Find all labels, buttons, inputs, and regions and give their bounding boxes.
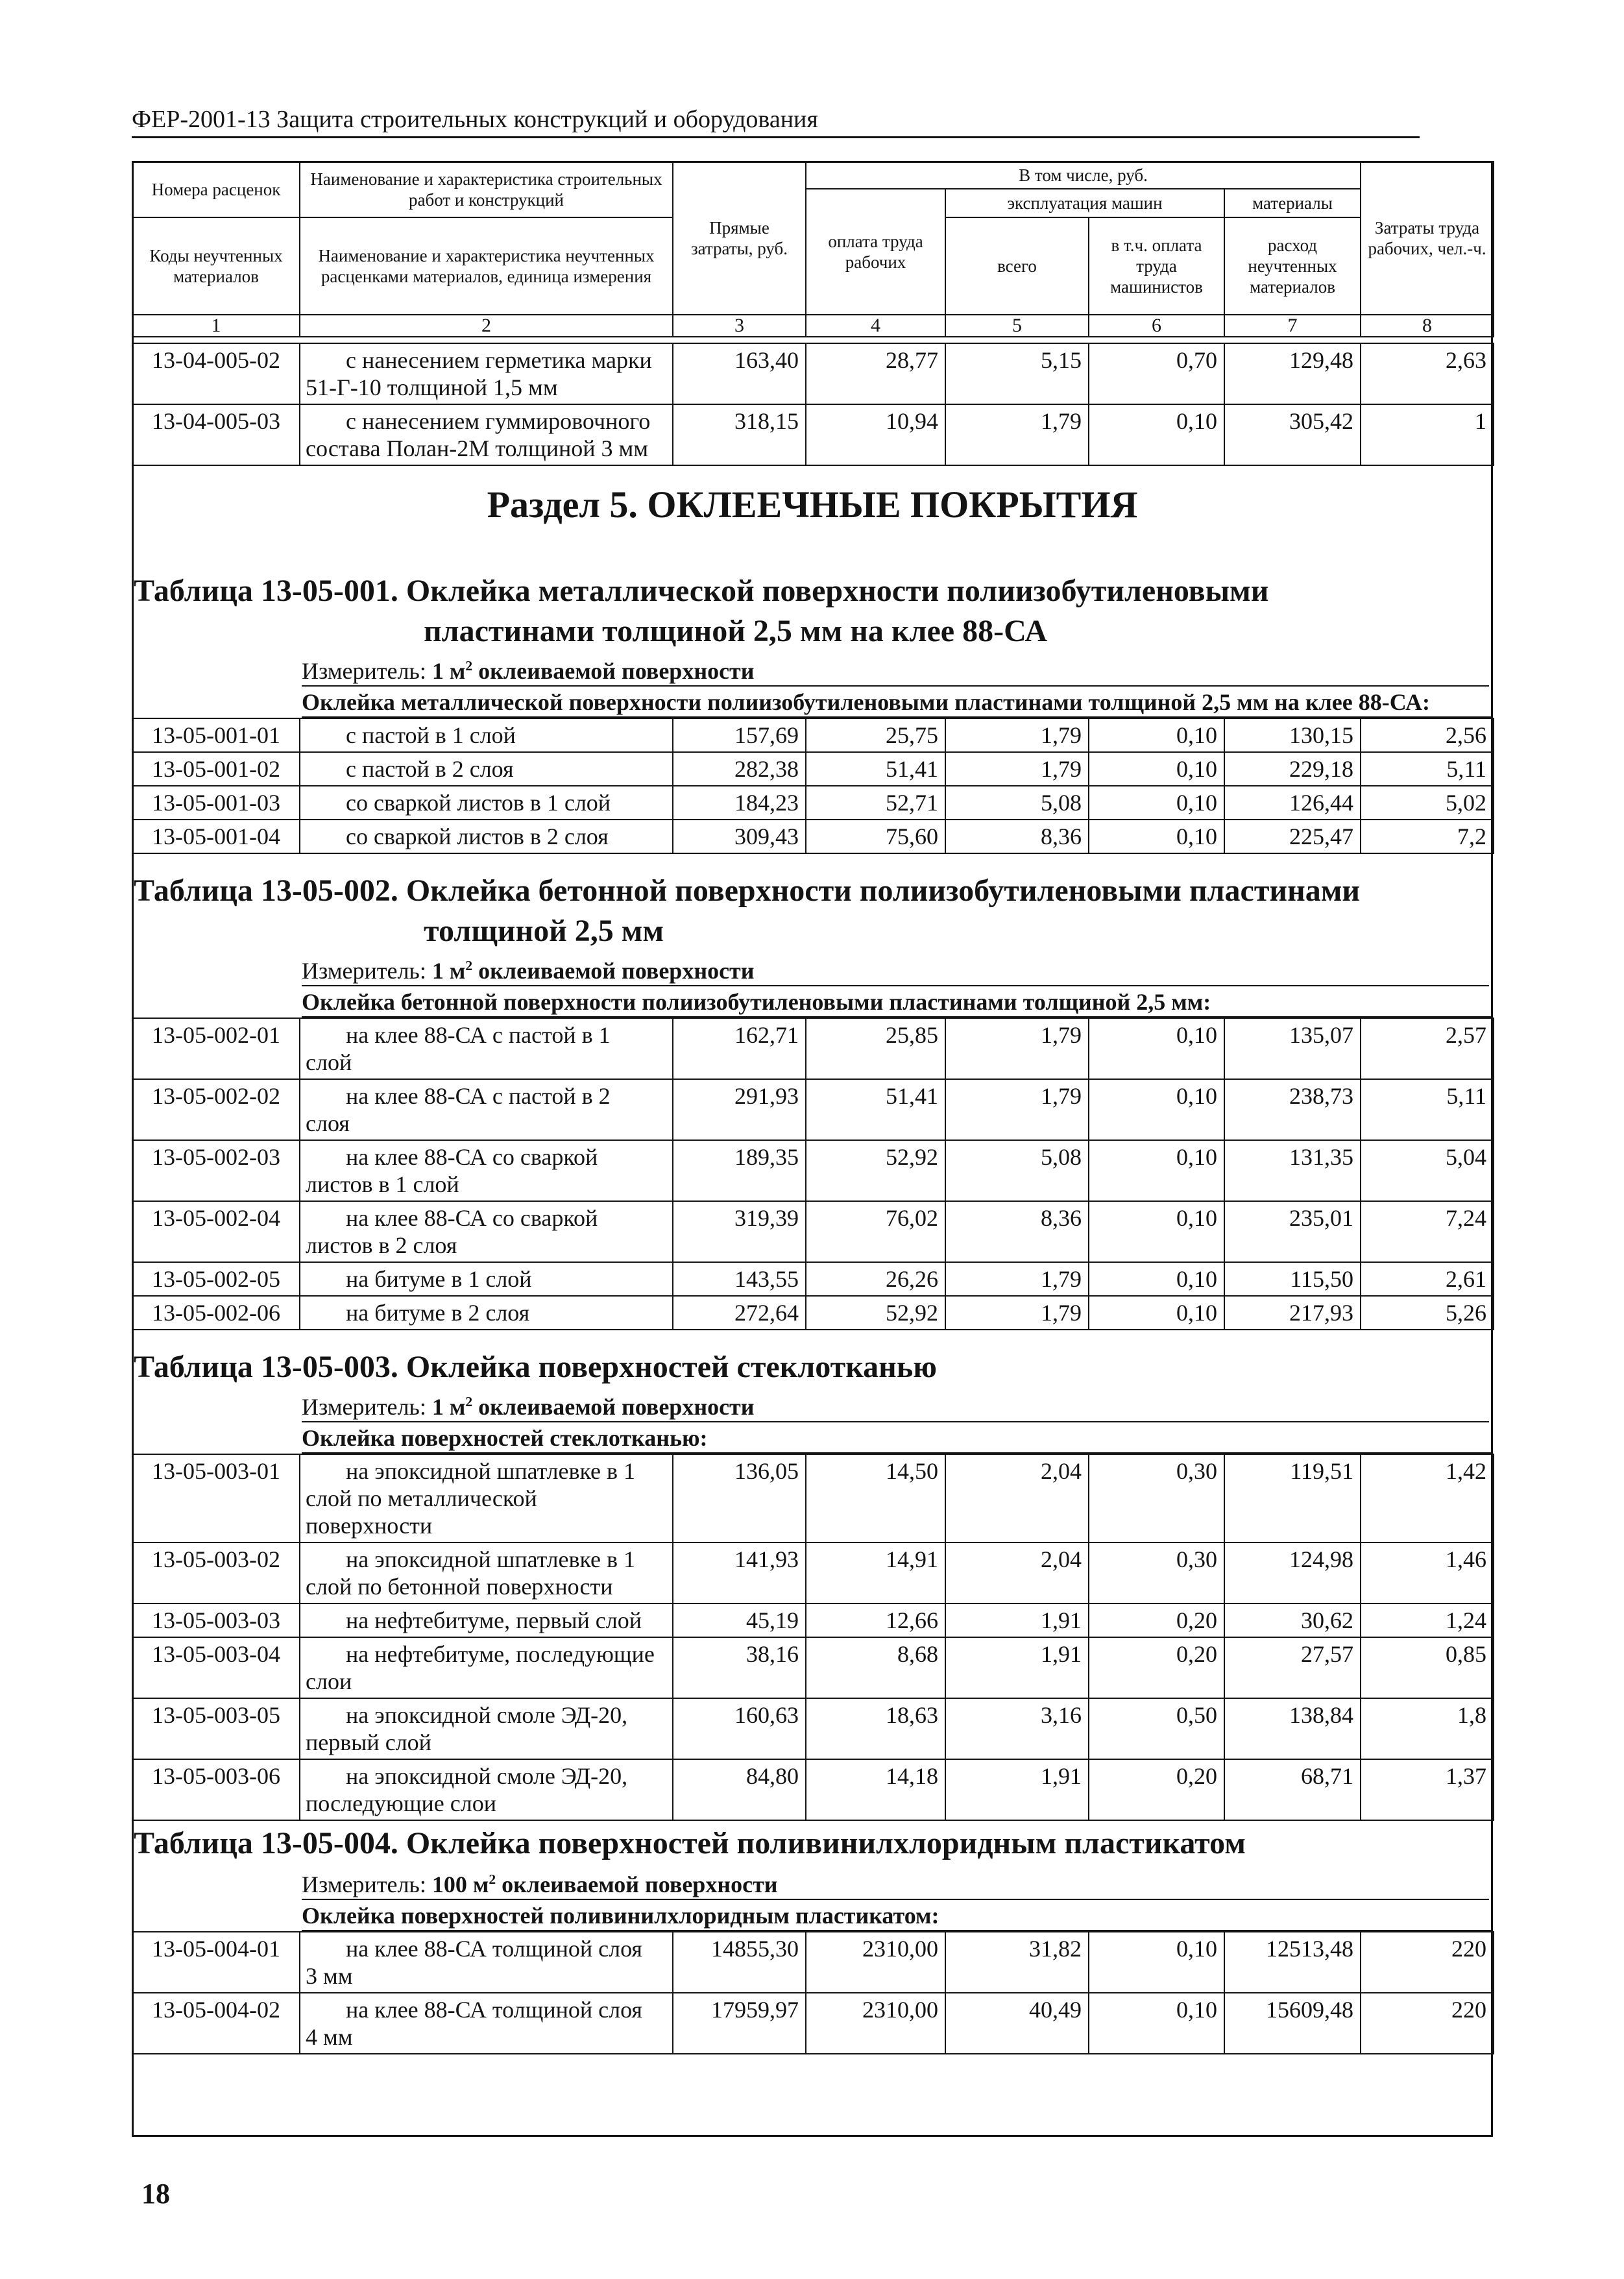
machines-total: 1,91 [945,1637,1089,1698]
materials: 68,71 [1224,1759,1361,1820]
worker-pay: 2310,00 [806,1993,945,2054]
machines-total: 1,79 [945,1079,1089,1140]
rate-name: на нефтебитуме, последующие слои [300,1637,673,1698]
rate-code: 13-05-003-01 [132,1454,300,1542]
machines-total: 31,82 [945,1932,1089,1993]
materials: 15609,48 [1224,1993,1361,2054]
rate-code: 13-05-001-04 [132,820,300,853]
rate-code: 13-05-004-01 [132,1932,300,1993]
rate-name: на нефтебитуме, первый слой [300,1603,673,1637]
column-number: 3 [673,315,806,337]
rate-code: 13-05-003-05 [132,1698,300,1759]
header-group-materials: материалы [1224,189,1361,217]
direct-cost: 160,63 [673,1698,806,1759]
labor-hours: 1,8 [1361,1698,1494,1759]
rate-name: на клее 88-СА с пастой в 2 слоя [300,1079,673,1140]
rate-name: с пастой в 1 слой [300,718,673,752]
labor-hours: 5,11 [1361,752,1494,786]
machines-total: 1,79 [945,752,1089,786]
rate-name: на эпоксидной смоле ЭД-20, первый слой [300,1698,673,1759]
measurement-unit: Измеритель: 1 $м^2$ оклеиваемой поверхности [302,957,1489,986]
table-row [132,1603,1494,1637]
machines-total: 5,15 [945,343,1089,404]
measurement-unit: Измеритель: 100 $м^2$ оклеиваемой поверхности [302,1870,1489,1900]
operator-pay: 0,10 [1089,1079,1224,1140]
table-row [132,820,1494,853]
running-header: ФЕР-2001-13 Защита строительных конструкций и оборудования [132,104,1420,138]
labor-hours: 1,24 [1361,1603,1494,1637]
measurement-unit: Измеритель: 1 $м^2$ оклеиваемой поверхности [302,657,1489,687]
materials: 130,15 [1224,718,1361,752]
rate-code: 13-05-001-01 [132,718,300,752]
direct-cost: 272,64 [673,1296,806,1330]
machines-total: 8,36 [945,1201,1089,1262]
operator-pay: 0,30 [1089,1454,1224,1542]
labor-hours: 5,04 [1361,1140,1494,1201]
machines-total: 1,79 [945,1262,1089,1296]
header-operator-pay: в т.ч. оплата труда машинистов [1089,217,1224,315]
table-row [132,752,1494,786]
direct-cost: 319,39 [673,1201,806,1262]
rate-code: 13-04-005-03 [132,404,300,465]
operator-pay: 0,10 [1089,1993,1224,2054]
rate-code: 13-05-002-03 [132,1140,300,1201]
machines-total: 1,91 [945,1603,1089,1637]
operator-pay: 0,20 [1089,1603,1224,1637]
table-row [132,1079,1494,1140]
machines-total: 1,79 [945,404,1089,465]
table-title-13-05-002: Таблица 13-05-002. Оклейка бетонной поверхности полиизобутиленовыми пластинами толщиной 2,5 мм [134,873,1361,948]
direct-cost: 14855,30 [673,1932,806,1993]
rate-code: 13-05-003-02 [132,1542,300,1603]
rate-code: 13-05-002-04 [132,1201,300,1262]
table-row [132,1201,1494,1262]
labor-hours: 1,37 [1361,1759,1494,1820]
materials: 225,47 [1224,820,1361,853]
labor-hours: 1,46 [1361,1542,1494,1603]
direct-cost: 282,38 [673,752,806,786]
operator-pay: 0,10 [1089,786,1224,820]
operator-pay: 0,10 [1089,1262,1224,1296]
machines-total: 1,79 [945,718,1089,752]
machines-total: 2,04 [945,1454,1089,1542]
labor-hours: 5,26 [1361,1296,1494,1330]
direct-cost: 291,93 [673,1079,806,1140]
rate-name: с нанесением гуммировочного состава Полан-2М толщиной 3 мм [300,404,673,465]
rate-code: 13-05-004-02 [132,1993,300,2054]
table-row [132,1018,1494,1079]
labor-hours: 7,2 [1361,820,1494,853]
worker-pay: 25,85 [806,1018,945,1079]
table-group-heading: Оклейка поверхностей поливинилхлоридным пластикатом: [302,1901,1493,1931]
labor-hours: 220 [1361,1932,1494,1993]
direct-cost: 162,71 [673,1018,806,1079]
operator-pay: 0,10 [1089,1018,1224,1079]
column-number: 2 [300,315,673,337]
direct-cost: 17959,97 [673,1993,806,2054]
header-direct-costs: Прямые затраты, руб. [673,162,806,315]
table-title-13-05-001: Таблица 13-05-001. Оклейка металлической поверхности полиизобутиленовыми пластинами толщиной 2,5 мм на клее 88-СА [134,574,1269,648]
table-row [132,718,1494,752]
materials: 119,51 [1224,1454,1361,1542]
machines-total: 8,36 [945,820,1089,853]
table-row [132,1759,1494,1820]
header-col1-top: Номера расценок [132,162,300,217]
table-row [132,343,1494,404]
table-group-heading: Оклейка поверхностей стеклотканью: [302,1424,1493,1454]
operator-pay: 0,10 [1089,752,1224,786]
table-group-heading: Оклейка металлической поверхности полиизобутиленовыми пластинами толщиной 2,5 мм на клее 88-СА: [302,688,1493,718]
header-col2-top: Наименование и характеристика строительных работ и конструкций [300,162,673,217]
column-number: 4 [806,315,945,337]
rate-code: 13-05-001-03 [132,786,300,820]
page-number: 18 [141,2178,170,2210]
direct-cost: 84,80 [673,1759,806,1820]
labor-hours: 2,61 [1361,1262,1494,1296]
rates-table-13-05-003 [132,1454,1494,1821]
rate-name: со сваркой листов в 1 слой [300,786,673,820]
rates-table-13-05-002 [132,1018,1494,1330]
rate-code: 13-05-003-03 [132,1603,300,1637]
rate-name: на клее 88-СА со сваркой листов в 1 слой [300,1140,673,1201]
rate-code: 13-05-003-06 [132,1759,300,1820]
materials: 115,50 [1224,1262,1361,1296]
direct-cost: 45,19 [673,1603,806,1637]
materials: 235,01 [1224,1201,1361,1262]
rate-name: с нанесением герметика марки 51-Г-10 толщиной 1,5 мм [300,343,673,404]
materials: 27,57 [1224,1637,1361,1698]
worker-pay: 26,26 [806,1262,945,1296]
operator-pay: 0,50 [1089,1698,1224,1759]
materials: 12513,48 [1224,1932,1361,1993]
table-row [132,1698,1494,1759]
rate-name: на битуме в 2 слоя [300,1296,673,1330]
materials: 30,62 [1224,1603,1361,1637]
labor-hours: 5,02 [1361,786,1494,820]
worker-pay: 25,75 [806,718,945,752]
table-row [132,1542,1494,1603]
worker-pay: 10,94 [806,404,945,465]
operator-pay: 0,20 [1089,1759,1224,1820]
machines-total: 3,16 [945,1698,1089,1759]
rate-name: на эпоксидной шпатлевке в 1 слой по металлической поверхности [300,1454,673,1542]
labor-hours: 0,85 [1361,1637,1494,1698]
table-title-13-05-004: Таблица 13-05-004. Оклейка поверхностей поливинилхлоридным пластикатом [134,1826,1246,1860]
direct-cost: 38,16 [673,1637,806,1698]
column-number: 8 [1361,315,1494,337]
labor-hours: 2,56 [1361,718,1494,752]
worker-pay: 14,91 [806,1542,945,1603]
rate-code: 13-05-002-06 [132,1296,300,1330]
rates-table-13-05-004 [132,1931,1494,2054]
labor-hours: 1,42 [1361,1454,1494,1542]
table-row [132,1296,1494,1330]
header-materials-use: расход неучтенных материалов [1224,217,1361,315]
materials: 217,93 [1224,1296,1361,1330]
machines-total: 5,08 [945,1140,1089,1201]
direct-cost: 141,93 [673,1542,806,1603]
table-row [132,1932,1494,1993]
table-row [132,1637,1494,1698]
materials: 129,48 [1224,343,1361,404]
worker-pay: 28,77 [806,343,945,404]
labor-hours: 5,11 [1361,1079,1494,1140]
direct-cost: 157,69 [673,718,806,752]
rates-table-13-05-001 [132,718,1494,854]
rate-code: 13-04-005-02 [132,343,300,404]
rate-name: на битуме в 1 слой [300,1262,673,1296]
worker-pay: 2310,00 [806,1932,945,1993]
direct-cost: 184,23 [673,786,806,820]
table-row [132,786,1494,820]
machines-total: 1,91 [945,1759,1089,1820]
operator-pay: 0,10 [1089,1201,1224,1262]
table-row [132,1993,1494,2054]
worker-pay: 14,50 [806,1454,945,1542]
top-rates-table [132,343,1494,466]
direct-cost: 143,55 [673,1262,806,1296]
operator-pay: 0,10 [1089,1296,1224,1330]
rate-code: 13-05-002-01 [132,1018,300,1079]
column-number: 1 [132,315,300,337]
header-group-all: В том числе, руб. [806,162,1361,189]
table-title-13-05-003: Таблица 13-05-003. Оклейка поверхностей стеклотканью [134,1350,937,1384]
machines-total: 1,79 [945,1296,1089,1330]
materials: 138,84 [1224,1698,1361,1759]
table-group-heading: Оклейка бетонной поверхности полиизобутиленовыми пластинами толщиной 2,5 мм: [302,988,1493,1018]
labor-hours: 220 [1361,1993,1494,2054]
worker-pay: 8,68 [806,1637,945,1698]
rate-name: на клее 88-СА толщиной слоя 3 мм [300,1932,673,1993]
direct-cost: 163,40 [673,343,806,404]
operator-pay: 0,10 [1089,1140,1224,1201]
header-group-machines: эксплуатация машин [945,189,1224,217]
labor-hours: 2,57 [1361,1018,1494,1079]
materials: 135,07 [1224,1018,1361,1079]
machines-total: 5,08 [945,786,1089,820]
rate-name: на эпоксидной смоле ЭД-20, последующие слои [300,1759,673,1820]
materials: 131,35 [1224,1140,1361,1201]
machines-total: 2,04 [945,1542,1089,1603]
worker-pay: 18,63 [806,1698,945,1759]
measurement-unit: Измеритель: 1 $м^2$ оклеиваемой поверхности [302,1393,1489,1422]
materials: 124,98 [1224,1542,1361,1603]
machines-total: 40,49 [945,1993,1089,2054]
machines-total: 1,79 [945,1018,1089,1079]
rate-name: на эпоксидной шпатлевке в 1 слой по бетонной поверхности [300,1542,673,1603]
operator-pay: 0,30 [1089,1542,1224,1603]
worker-pay: 14,18 [806,1759,945,1820]
operator-pay: 0,10 [1089,820,1224,853]
table-row [132,1454,1494,1542]
materials: 238,73 [1224,1079,1361,1140]
direct-cost: 318,15 [673,404,806,465]
table-row [132,1262,1494,1296]
labor-hours: 7,24 [1361,1201,1494,1262]
section-title: Раздел 5. ОКЛЕЕЧНЫЕ ПОКРЫТИЯ [487,483,1138,526]
operator-pay: 0,10 [1089,404,1224,465]
materials: 126,44 [1224,786,1361,820]
worker-pay: 75,60 [806,820,945,853]
materials: 305,42 [1224,404,1361,465]
worker-pay: 52,92 [806,1296,945,1330]
direct-cost: 136,05 [673,1454,806,1542]
operator-pay: 0,10 [1089,718,1224,752]
operator-pay: 0,10 [1089,1932,1224,1993]
header-worker-pay: оплата труда рабочих [806,189,945,315]
column-number: 6 [1089,315,1224,337]
table-row [132,1140,1494,1201]
operator-pay: 0,70 [1089,343,1224,404]
operator-pay: 0,20 [1089,1637,1224,1698]
labor-hours: 1 [1361,404,1494,465]
column-number: 5 [945,315,1089,337]
rate-name: на клее 88-СА толщиной слоя 4 мм [300,1993,673,2054]
rate-name: на клее 88-СА со сваркой листов в 2 слоя [300,1201,673,1262]
rate-code: 13-05-002-02 [132,1079,300,1140]
worker-pay: 12,66 [806,1603,945,1637]
worker-pay: 52,71 [806,786,945,820]
direct-cost: 309,43 [673,820,806,853]
rate-code: 13-05-001-02 [132,752,300,786]
rate-name: на клее 88-СА с пастой в 1 слой [300,1018,673,1079]
labor-hours: 2,63 [1361,343,1494,404]
header-machines-total: всего [945,217,1089,315]
worker-pay: 52,92 [806,1140,945,1201]
rate-name: со сваркой листов в 2 слоя [300,820,673,853]
worker-pay: 51,41 [806,752,945,786]
header-labor-costs: Затраты труда рабочих, чел.-ч. [1361,162,1494,315]
direct-cost: 189,35 [673,1140,806,1201]
column-header-table [132,161,1494,337]
table-row [132,404,1494,465]
rate-code: 13-05-003-04 [132,1637,300,1698]
worker-pay: 76,02 [806,1201,945,1262]
header-col1-bottom: Коды неучтенных материалов [132,217,300,315]
column-number: 7 [1224,315,1361,337]
rate-name: с пастой в 2 слоя [300,752,673,786]
rate-code: 13-05-002-05 [132,1262,300,1296]
worker-pay: 51,41 [806,1079,945,1140]
materials: 229,18 [1224,752,1361,786]
header-col2-bottom: Наименование и характеристика неучтенных расценками материалов, единица измерения [300,217,673,315]
